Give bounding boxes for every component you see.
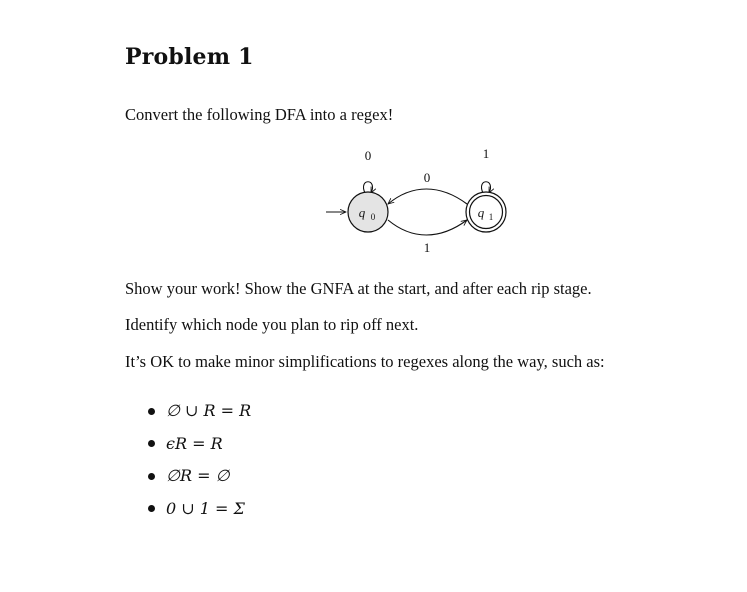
state-q1-label: q (477, 205, 485, 220)
bullet-icon (148, 440, 155, 447)
state-q1 (466, 192, 506, 232)
loop-q1 (481, 182, 490, 193)
state-q1-subscript: 1 (488, 212, 494, 222)
instruction-simplifications: It’s OK to make minor simplifications to regexes along the way, such as: (125, 352, 605, 371)
arc-q0-to-q1 (388, 220, 467, 235)
instruction-identify-node: Identify which node you plan to rip off next. (125, 315, 419, 334)
rule-item (148, 498, 251, 531)
loop-q0-label: 0 (364, 148, 372, 163)
simplification-rules-list (148, 400, 251, 530)
rule-item (148, 433, 251, 466)
state-q0-subscript: 0 (370, 212, 376, 222)
rule-text: ϵR = R (166, 433, 223, 453)
page-title: Problem 1 (125, 44, 254, 70)
dfa-diagram (300, 140, 540, 260)
intro-text: Convert the following DFA into a regex! (125, 105, 394, 124)
rule-text: 0 ∪ 1 = Σ (166, 498, 245, 518)
rule-text: ∅ ∪ R = R (166, 401, 252, 420)
loop-q0 (363, 182, 372, 193)
arc-q0-to-q1-label: 1 (423, 240, 431, 255)
rule-text: ∅R = ∅ (166, 466, 230, 485)
bullet-icon (148, 473, 155, 480)
state-q0 (348, 192, 388, 232)
bullet-icon (148, 408, 155, 415)
rule-item (148, 400, 251, 433)
bullet-icon (148, 505, 155, 512)
state-q0-label: q (358, 205, 366, 220)
arc-q1-to-q0-label: 0 (423, 170, 431, 185)
loop-q1-label: 1 (482, 146, 490, 161)
arc-q1-to-q0 (388, 189, 467, 204)
rule-item (148, 465, 251, 498)
instruction-show-work: Show your work! Show the GNFA at the start, and after each rip stage. (125, 279, 592, 298)
